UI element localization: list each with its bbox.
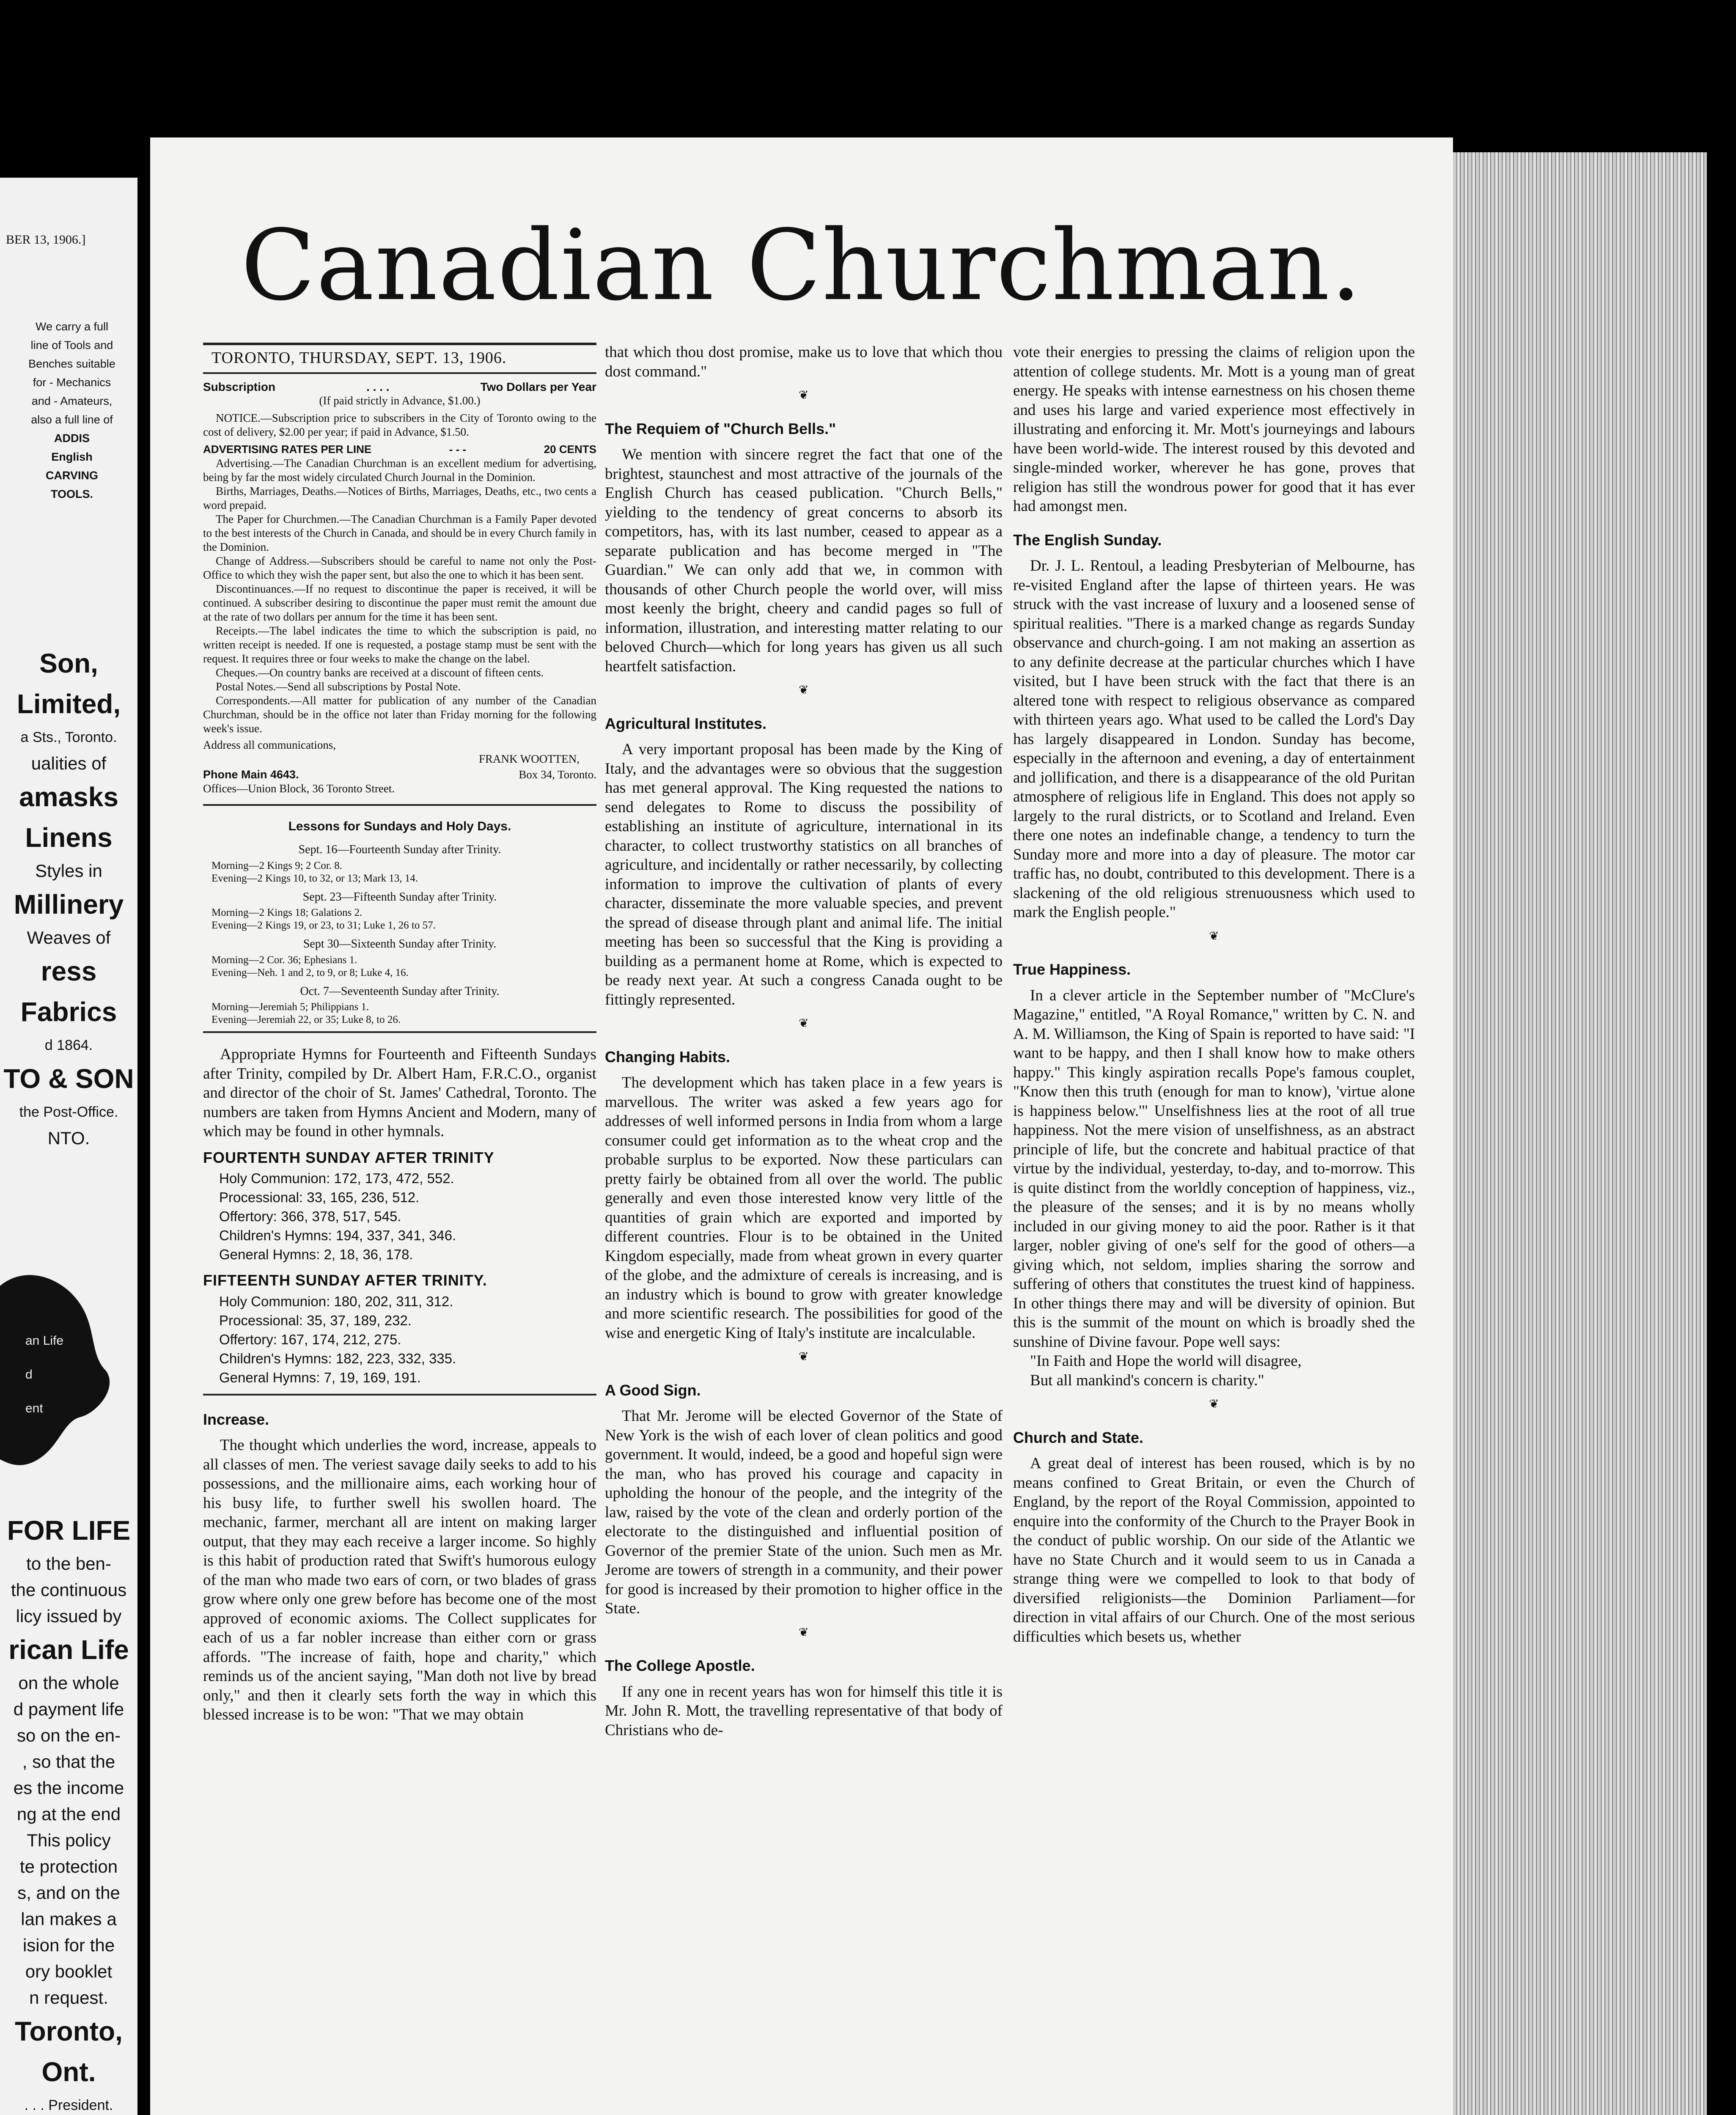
article-text: That Mr. Jerome will be elected Governor of the State of New York is the wish of each lover of clean politics and good government. It would, indeed, be a good and hopeful sign were the man, who has proved his courage and capacity in upholding the honour of the people, and the integrity of the law, raised by the vote of the clean and orderly portion of the electorate to the distinguished and influential position of Governor of the premier State of the union. Such men as Mr. Jerome are towers of strength in a community, and their power for good is increased by their promotion to higher office in the State. [605, 1407, 1003, 1617]
fifteenth-sunday-hymns [203, 1292, 596, 1387]
left-page-ad-line: so on the en- [16, 1725, 121, 1745]
left-page-ad-line: s, and on the [17, 1883, 120, 1903]
lesson-evening: Evening—Neh. 1 and 2, to 9, or 8; Luke 4, 16. [212, 967, 409, 978]
dateline: TORONTO, THURSDAY, SEPT. 13, 1906. [203, 343, 596, 374]
column-2 [605, 343, 1003, 1740]
phone-number: Phone Main 4643. [203, 768, 299, 781]
hymn-list-item: General Hymns: 2, 18, 36, 178. [219, 1247, 413, 1262]
logo-text-line: d [25, 1368, 33, 1382]
life-insurance-logo [0, 1261, 123, 1480]
left-page-ad-line: , so that the [22, 1752, 115, 1772]
lesson-evening: Evening—2 Kings 10, to 32, or 13; Mark 13, 14. [212, 872, 418, 884]
left-page-ad-line: on the whole [18, 1673, 119, 1693]
left-page-ad-line: ress Fabrics [20, 956, 117, 1027]
hymns-intro: Appropriate Hymns for Fourteenth and Fifteenth Sundays after Trinity, compiled by Dr. Albert Ham, F.R.C.O., organist and director of the choir of St. James' Cathedral, Toronto. The numbers are taken from Hymns Ancient and Modern, many of which may be found in other hymnals. [203, 1046, 596, 1140]
lesson-morning: Morning—Jeremiah 5; Philippians 1. [212, 1001, 369, 1013]
left-page-advertisements [0, 643, 137, 1151]
hymn-list-item: Children's Hymns: 194, 337, 341, 346. [219, 1228, 456, 1243]
left-page-ad-line: TO & SON [3, 1063, 134, 1094]
article-title: Changing Habits. [605, 1048, 730, 1066]
notice-paragraph: Discontinuances.—If no request to discontinue the paper is received, it will be continued. A subscriber desiring to discontinue the paper must remit the amount due at the rate of two dollars per annum for the time it has been sent. [203, 582, 596, 623]
separator-ornament: ❦ [799, 388, 809, 402]
left-page-ad-line: rican Life [8, 1634, 129, 1665]
article-text: We mention with sincere regret the fact that one of the brightest, staunchest and most attractive of the journals of the English Church has ceased publication. "Church Bells," yielding to the tendency of great concerns to absorb its competitors, has, with its last number, ceased to appear as a separate publication and has become merged in "The Guardian." We can only add that we, in common with thousands of other Church people the world over, will miss most keenly the bright, cheery and candid pages so full of information, illustration, and interesting matter relating to our beloved Church—which for long years has given us all such heartfelt satisfaction. [605, 446, 1003, 675]
left-page-insurance-ad [0, 1510, 137, 2115]
left-page-ad-line: ision for the [22, 1935, 115, 1955]
col3-articles [1013, 530, 1415, 1647]
masthead: Canadian Churchman. [241, 209, 1362, 322]
tools-advertisement [8, 317, 135, 503]
increase-title: Increase. [203, 1410, 269, 1428]
tools-ad-line: English [51, 450, 93, 463]
notice-paragraph: Births, Marriages, Deaths.—Notices of Births, Marriages, Deaths, etc., two cents a word prepaid. [203, 484, 596, 511]
article-text: A very important proposal has been made by the King of Italy, and the advantages were so obvious that the suggestion has met general approval. The King requested the nations to send delegates to Rome to discuss the possibility of establishing an institute of agriculture, international in its character, to collect trustworthy statistics on all branches of agriculture, and incidentally or rather necessarily, by collecting information to improve the cultivation of plants of every character, disseminate the more valuable species, and prevent the spread of disease through plant and animal life. The initial meeting has been so successful that the King is providing a building as a permanent home at Rome, which is expected to be ready next year. At such a congress Canada ought to be fittingly represented. [605, 741, 1003, 1008]
article-title: The College Apostle. [605, 1657, 755, 1674]
lesson-title: Oct. 7—Seventeenth Sunday after Trinity. [300, 984, 500, 998]
article-title: Church and State. [1013, 1428, 1144, 1446]
adjoining-left-page [0, 178, 137, 2115]
article-title: The English Sunday. [1013, 531, 1162, 549]
col2-articles [605, 419, 1003, 1740]
separator-ornament: ❦ [799, 1016, 809, 1030]
article-text: If any one in recent years has won for himself this title it is Mr. John R. Mott, the travelling representative of that body of Christians who de- [605, 1683, 1003, 1739]
left-page-ad-line: Son, Limited, [16, 648, 121, 719]
left-page-ad-line: te protection [19, 1857, 118, 1876]
tools-ad-line: also a full line of [31, 413, 113, 426]
article-text: The development which has taken place in a few years is marvellous. The writer was asked a few years ago for addresses of well informed persons in India from whom a large consumer could get information as to the wheat crop and the probable surplus to be exported. Now these particulars can pretty fairly be obtained from all over the world. The public generally and even those interested know very little of the quantities of grain which are exported and imported by different countries. Flour is to be obtained in the United Kingdom especially, made from wheat grown in every quarter of the globe, and the admixture of cereals is increasing, and is an industry which is bound to grow with greater knowledge and more scientific research. The possibilities for good of the wise and energetic King of Italy's institute are incalculable. [605, 1074, 1003, 1342]
post-box: Box 34, Toronto. [519, 768, 596, 781]
book-page-edges [1453, 152, 1707, 2115]
left-page-ad-line: to the ben- [26, 1554, 111, 1574]
subscription-dots: . . . . [366, 380, 390, 393]
notice-paragraph: Postal Notes.—Send all subscriptions by Postal Note. [216, 680, 461, 693]
lesson-evening: Evening—2 Kings 19, or 23, to 31; Luke 1, 26 to 57. [212, 920, 436, 931]
notice-paragraph: Correspondents.—All matter for publication of any number of the Canadian Churchman, should be in the office not later than Friday morning for the following week's issue. [203, 694, 596, 735]
advertising-rates-price: 20 CENTS [544, 442, 596, 456]
lesson-title: Sept 30—Sixteenth Sunday after Trinity. [303, 937, 497, 950]
editor-name: FRANK WOOTTEN, [479, 752, 580, 765]
subscription-note: (If paid strictly in Advance, $1.00.) [319, 394, 481, 407]
article-text: Dr. J. L. Rentoul, a leading Presbyterian of Melbourne, has re-visited England after the lapse of thirteen years. He was struck with the vast increase of luxury and a loosened sense of spiritual realities. "There is a marked change as regards Sunday observance and church-going. I am not making an assertion as to any definite decrease at the particular churches which I have visited, but I have been struck with the fact that there is an altered tone with respect to religious observance as compared with thirteen years ago. What used to be called the Lord's Day has largely disappeared in London. Sunday has become, especially in the afternoon and evening, a day of entertainment and jollification, and there is a disappearance of the old Puritan atmosphere of religious life in England. This does not apply so largely to the rural districts, or to Scotland and Ireland. Even there one notes an indefinable change, a tendency to turn the Sunday more and more into a day of pleasure. The motor car traffic has, no doubt, contributed to this development. There is a slackening of the old religious strenuousness which used to mark the English people." [1013, 557, 1415, 921]
tools-ad-line: Benches suitable [28, 357, 115, 370]
article-title: The Requiem of "Church Bells." [605, 420, 836, 437]
left-page-ad-line: d 1864. [44, 1037, 93, 1053]
column-3 [1013, 343, 1415, 1646]
address-label: Address all communications, [203, 738, 336, 751]
separator-ornament: ❦ [799, 683, 809, 697]
lesson-evening: Evening—Jeremiah 22, or 35; Luke 8, to 26. [212, 1014, 401, 1025]
separator-ornament: ❦ [1209, 1397, 1219, 1411]
hymn-list-item: Children's Hymns: 182, 223, 332, 335. [219, 1350, 456, 1366]
offices-address: Offices—Union Block, 36 Toronto Street. [203, 782, 395, 795]
article-title: A Good Sign. [605, 1381, 701, 1399]
lesson-title: Sept. 23—Fifteenth Sunday after Trinity. [302, 890, 497, 904]
hymn-list-item: Processional: 33, 165, 236, 512. [219, 1189, 420, 1205]
left-page-ad-line: Styles in [35, 861, 102, 881]
left-page-ad-line: ory booklet [25, 1961, 113, 1981]
left-page-ad-line: es the income [13, 1778, 124, 1798]
col3-continuation: vote their energies to pressing the claims of religion upon the attention of college students. Mr. Mott is a young man of great energy. He speaks with intense earnestness on his chosen theme and uses his large and varied experience most effectively in illustrating and enforcing it. Mr. Mott's journeyings and labours have been world-wide. The interest roused by this devoted and single-minded worker, wherever he has gone, proves that religion has still the wondrous power for good that it has ever had amongst men. [1013, 343, 1415, 515]
left-page-ad-line: ualities of [31, 753, 107, 773]
left-page-ad-line: a Sts., Toronto. [20, 729, 117, 745]
tools-ad-line: ADDIS [54, 432, 90, 445]
hymn-list-item: Holy Communion: 180, 202, 311, 312. [219, 1293, 453, 1309]
increase-text: The thought which underlies the word, increase, appeals to all classes of men. The veriest savage daily seeks to add to his possessions, and the millionaire aims, each working hour of his busy life, to further swell his swollen hoard. The mechanic, farmer, merchant all are intent on making larger output, that they may each receive a larger income. So highly is this habit of production rated that Swift's humorous eulogy of the man who made two ears of corn, or two blades of grass grow where only one grew before has become one of the most approved of economic axioms. The Collect supplicates for each of us a far nobler increase than either corn or grass affords. "The increase of faith, hope and charity," which reminds us of the ancient saying, "Man doth not live by bread only," and then it clearly sets forth the way in which this blessed increase is to be won: "That we may obtain [203, 1437, 596, 1723]
left-page-ad-line: This policy [27, 1830, 111, 1850]
article-title: Agricultural Institutes. [605, 714, 767, 732]
article-text: A great deal of interest has been roused, which is by no means confined to Great Britain, or even the Church of England, by the report of the Royal Commission, appointed to enquire into the conformity of the Church to the Prayer Book in the conduct of public worship. On our side of the Atlantic we have no State Church and it would seem to us in Canada a strange thing were we compelled to look to that body of diversified religionists—the Dominion Parliament—for direction in vital affairs of our Church. One of the most serious difficulties which besets us, whether [1013, 1455, 1415, 1645]
lessons-list [203, 840, 596, 1026]
fifteenth-sunday-title: FIFTEENTH SUNDAY AFTER TRINITY. [203, 1272, 487, 1289]
lesson-morning: Morning—2 Cor. 36; Ephesians 1. [212, 954, 357, 966]
tools-ad-line: for - Mechanics [33, 376, 111, 389]
lessons-title: Lessons for Sundays and Holy Days. [288, 819, 511, 833]
lesson-morning: Morning—2 Kings 9; 2 Cor. 8. [212, 860, 343, 871]
tools-ad-line: and - Amateurs, [31, 395, 113, 407]
notice-paragraph: Advertising.—The Canadian Churchman is an excellent medium for advertising, being by far the most widely circulated Church Journal in the Dominion. [203, 456, 596, 483]
lesson-entry [203, 840, 596, 885]
logo-text-line: ent [25, 1401, 43, 1415]
lesson-morning: Morning—2 Kings 18; Galations 2. [212, 907, 363, 918]
tools-ad-line: We carry a full [35, 320, 109, 333]
advertising-rates-label: ADVERTISING RATES PER LINE [203, 442, 372, 456]
poem-line: "In Faith and Hope the world will disagree, [1030, 1352, 1302, 1370]
left-page-ad-line: Linens [25, 822, 113, 853]
fourteenth-sunday-hymns [203, 1169, 596, 1264]
article-title: True Happiness. [1013, 961, 1131, 978]
hymn-list-item: General Hymns: 7, 19, 169, 191. [219, 1369, 421, 1385]
left-page-ad-line: the continuous [11, 1580, 127, 1600]
left-page-ad-line: d payment life [13, 1699, 124, 1719]
left-page-ad-line: Weaves of [27, 928, 111, 948]
newspaper-page [150, 137, 1453, 2115]
left-page-ad-line: Millinery [14, 889, 124, 920]
hymn-list-item: Processional: 35, 37, 189, 232. [219, 1312, 412, 1328]
separator-ornament: ❦ [799, 1349, 809, 1363]
fourteenth-sunday-title: FOURTENTH SUNDAY AFTER TRINITY [203, 1148, 494, 1166]
left-page-ad-line: ng at the end [16, 1804, 121, 1824]
notice-paragraph: Change of Address.—Subscribers should be careful to name not only the Post-Office to which they wish the paper sent, but also the one to which it has been sent. [203, 554, 596, 581]
left-page-ad-line: . . . President. [24, 2097, 113, 2113]
hymn-list-item: Offertory: 366, 378, 517, 545. [219, 1209, 401, 1224]
logo-text-line: an Life [25, 1334, 64, 1348]
left-page-ad-line: the Post-Office. [19, 1104, 118, 1120]
left-page-ad-line: licy issued by [16, 1606, 122, 1626]
hymn-list-item: Holy Communion: 172, 173, 472, 552. [219, 1170, 454, 1186]
left-page-ad-line: FOR LIFE [7, 1515, 131, 1546]
notice-text: NOTICE.—Subscription price to subscribers in the City of Toronto owing to the cost of delivery, $2.00 per year; if paid in Advance, $1.50. [203, 411, 596, 438]
subscription-label: Subscription [203, 380, 276, 393]
advertising-rates-dots: - - - [449, 442, 467, 456]
left-page-ad-line: Toronto, Ont. [15, 2016, 123, 2087]
poem-line: But all mankind's concern is charity." [1030, 1371, 1264, 1389]
left-page-ad-line: n request. [29, 1988, 108, 2008]
lesson-title: Sept. 16—Fourteenth Sunday after Trinity. [298, 843, 501, 856]
notice-paragraph: The Paper for Churchmen.—The Canadian Churchman is a Family Paper devoted to the best interests of the Church in Canada, and should be in every Church family in the Dominion. [203, 512, 596, 553]
hymn-list-item: Offertory: 167, 174, 212, 275. [219, 1331, 401, 1347]
subscription-price: Two Dollars per Year [480, 380, 596, 393]
left-page-ad-line: NTO. [47, 1128, 90, 1148]
left-page-date: BER 13, 1906.] [6, 233, 86, 247]
left-page-ad-line: lan makes a [21, 1909, 117, 1929]
left-page-ad-line: amasks [19, 782, 118, 812]
separator-ornament: ❦ [799, 1625, 809, 1639]
article-text: In a clever article in the September number of "McClure's Magazine," entitled, "A Royal Romance," written by C. N. and A. M. Williamson, the King of Spain is reported to have said: "I want to be happy, and then I shall know how to make others happy." This kingly aspiration recalls Pope's famous couplet, "Know then this truth (enough for man to know), 'virtue alone is happiness below.'" Unselfishness lies at the root of all true happiness. Not the mere vision of unselfishness, as an abstract principle of life, but the concrete and habitual practice of that virtue by the individual, yesterday, to-day, and to-morrow. This is quite distinct from the worldly conception of happiness, viz., the pleasure of the senses; and it is by no means wholly included in our giving money to aid the poor. Rather is it that larger, nobler giving of one's self for the good of others—a giving which, not seldom, implies sharing the sorrow and suffering of others that constitutes the truest kind of happiness. In other things there may and will be diversity of opinion. But this is the summit of the mount on which is broadly shed the sunshine of Divine favour. Pope well says: [1013, 986, 1415, 1351]
column-1 [203, 343, 596, 1725]
publication-notices [203, 456, 596, 736]
col2-continuation: that which thou dost promise, make us to love that which thou dost command." [605, 343, 1003, 380]
lesson-entry [203, 887, 596, 932]
lessons-box [203, 804, 596, 1033]
notice-paragraph: Cheques.—On country banks are received at a discount of fifteen cents. [216, 666, 544, 679]
lesson-entry [203, 934, 596, 979]
notice-paragraph: Receipts.—The label indicates the time to which the subscription is paid, no written receipt is needed. If one is requested, a postage stamp must be sent with the request. It requires three or four weeks to make the change on the label. [203, 624, 596, 665]
tools-ad-line: TOOLS. [50, 488, 93, 500]
separator-ornament: ❦ [1209, 928, 1219, 943]
subscription-block [203, 380, 596, 796]
tools-ad-line: line of Tools and [30, 339, 113, 352]
lesson-entry [203, 982, 596, 1027]
tools-ad-line: CARVING [45, 469, 99, 482]
